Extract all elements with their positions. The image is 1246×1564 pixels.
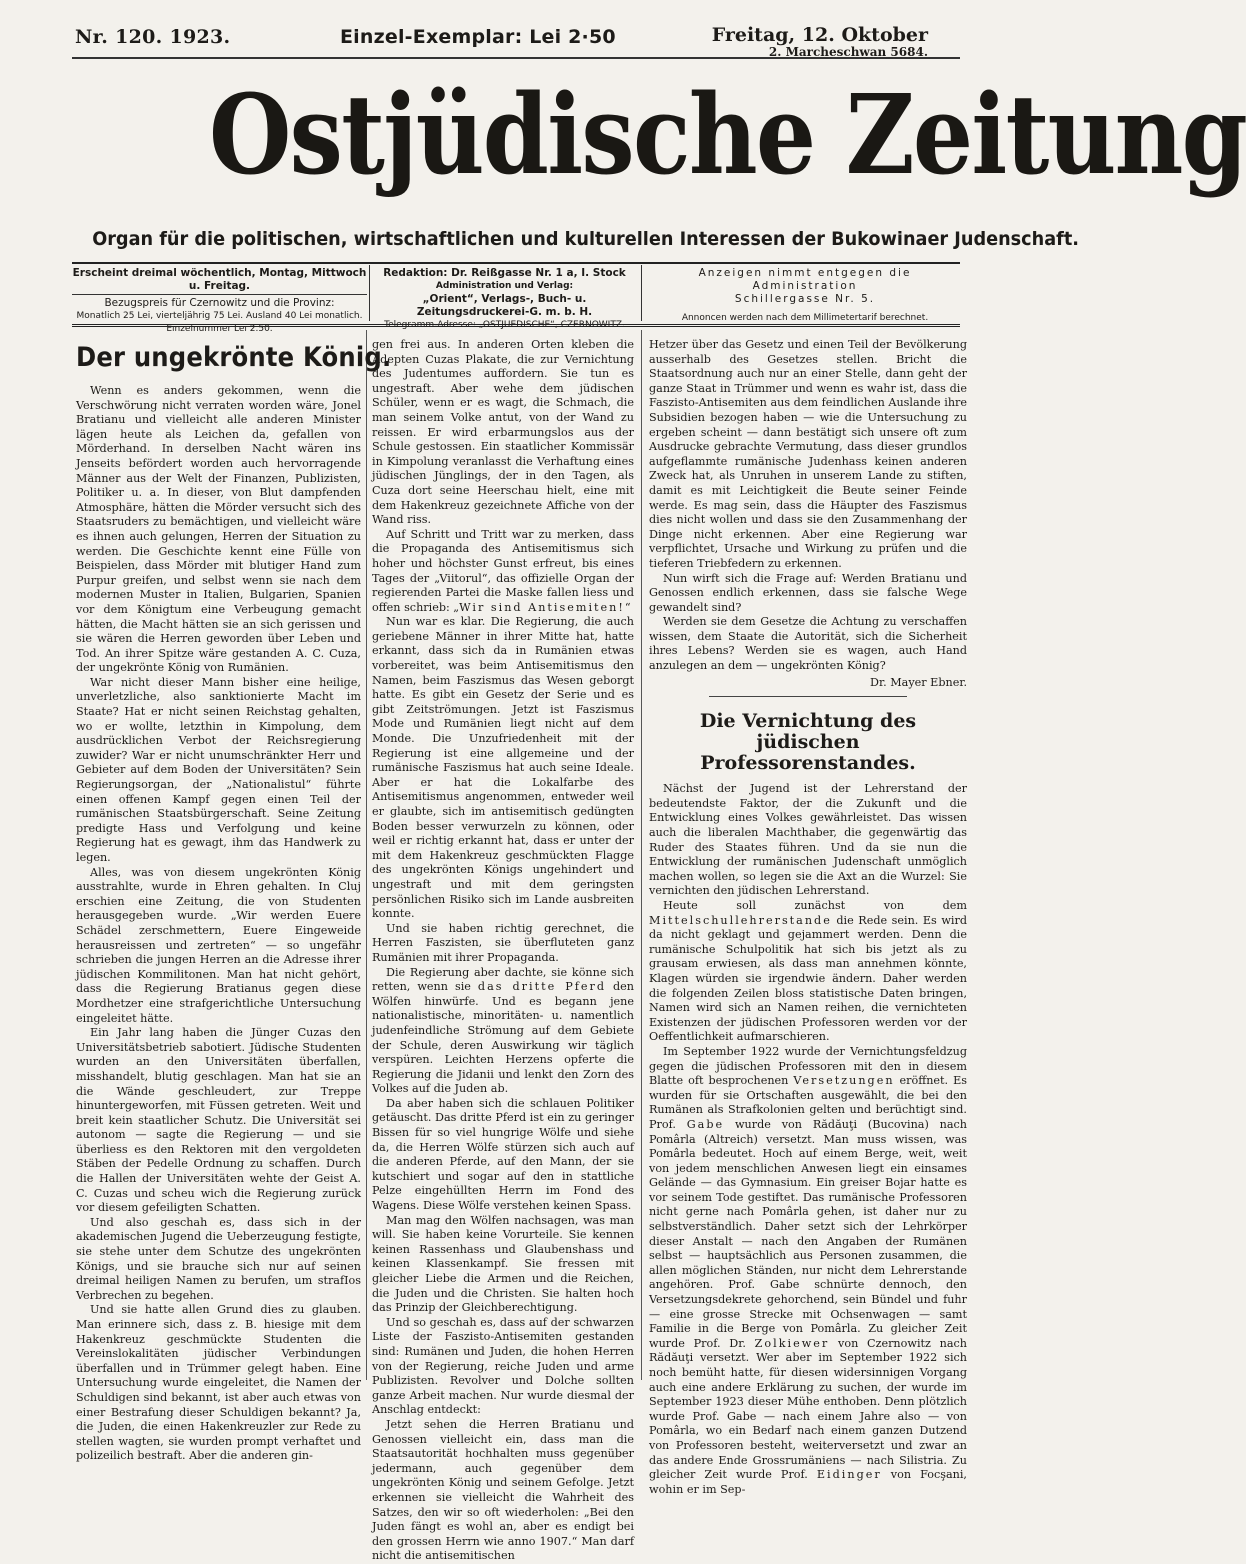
single-copy-price: Einzel-Exemplar: Lei 2·50 xyxy=(340,26,616,48)
paragraph: Die Regierung aber dachte, sie könne sich retten, wenn sie das dritte Pferd den Wölfen hinwürfe. Und es begann jene nationalistische, minoritäten- u. namentlich judenfeindliche Strömung auf dem Gebiete der Schule, deren Auswirkung wir täglich verspüren. Leichten Herzens opferte die Regierung die Jidanii und lenkt den Zorn des Volkes auf die Juden ab. xyxy=(372,965,635,1096)
masthead-title: Ostjüdische Zeitung xyxy=(209,70,1246,199)
paragraph: Man mag den Wölfen nachsagen, was man will. Sie haben keine Vorurteile. Sie kennen keinen Rassenhass und Glaubenshass und keinen Klassenkampf. Sie fressen mit gleicher Liebe die Armen und die Reichen, die Juden und die Christen. Sie halten hoch das Prinzip der Gleichberechtigung. xyxy=(372,1213,634,1315)
paragraph: Und sie haben richtig gerechnet, die Herren Faszisten, sie überfluteten ganz Rumänien mit ihrer Propaganda. xyxy=(372,921,634,964)
publication-schedule: Erscheint dreimal wöchentlich, Montag, Mittwoch u. Freitag. xyxy=(72,267,367,295)
paragraph: Werden sie dem Gesetze die Achtung zu verschaffen wissen, dem Staate die Autorität, sich die Sicherheit ihres Lebens? Werden sie es wagen, auch Hand anzulegen an dem — ungekrönten König? xyxy=(649,615,967,673)
spaced-emphasis: das dritte Pferd xyxy=(477,980,607,994)
paragraph: Und sie hatte allen Grund dies zu glauben. Man erinnere sich, dass z. B. hiesige mit dem Hakenkreuz geschmückte Studenten die Vereinslokalitäten jüdischer Verbindungen überfallen und in Trümmer gelegt haben. Eine Untersuchung wurde eingeleitet, die Namen der Schuldigen sind bekannt, ist aber auch etwas von einer Bestrafung dieser Schuldigen bekannt? Ja, die Juden, die einen Hakenkreuzler zur Rede zu stellen wagten, sie wurden prompt verhaftet und polizeilich bestraft. Aber die anderen gin- xyxy=(76,1303,361,1463)
telegram-address: Telegramm-Adresse: „OSTJUEDISCHE“, CZERNOWITZ. xyxy=(384,320,625,330)
info-divider xyxy=(369,265,370,321)
administration-label: Administration und Verlag: xyxy=(435,281,574,291)
info-box-advertising xyxy=(645,267,965,325)
issue-date xyxy=(712,24,928,59)
article-title: Die Vernichtung des jüdischen Professorenstandes. xyxy=(699,710,917,775)
article-title: Der ungekrönte König. xyxy=(76,342,392,373)
paragraph: Alles, was von diesem ungekrönten König ausstrahlte, wurde in Ehren gehalten. In Cluj erschien eine Zeitung, die von Studenten herausgegeben wurde. „Wir werden Euere Schädel zerschmettern, Euere Eingeweide herausreissen und zertreten“ — so ungefähr schrieben die jungen Herren an die Adresse ihrer jüdischen Kommilitonen. Man hat nicht gehört, dass die Regierung Bratianus gegen diese Mordhetzer eine strafgerichtliche Untersuchung eingeleitet hätte. xyxy=(76,865,361,1025)
date-gregorian: Freitag, 12. Oktober xyxy=(711,24,928,46)
publisher-name: „Orient“, Verlags-, Buch- u. Zeitungsdruckerei-G. m. b. H. xyxy=(416,293,593,318)
paragraph: Ein Jahr lang haben die Jünger Cuzas den Universitätsbetrieb sabotiert. Jüdische Studenten wurden an den Universitäten überfallen, misshandelt, blutig geschlagen. Man hat sie an die Wände geschleudert, zur Treppe hinuntergeworfen, mit Füssen getreten. Weit und breit kein staatlicher Schutz. Die Universität sei autonom — sagte die Regierung — und sie überliess es den Rektoren mit den vergoldeten Stäben der Pedelle Ordnung zu schaffen. Durch die Hallen der Universitäten wehte der Geist A. C. Cuzas und scheu wich die Regierung zurück vor diesem gefeiligten Schatten. xyxy=(76,1026,361,1215)
paragraph: Jetzt sehen die Herren Bratianu und Genossen vielleicht ein, dass man die Staatsautorität hochhalten muss gegenüber jedermann, auch gegenüber dem ungekrönten König und seinem Gefolge. Jetzt erkennen sie vielleicht die Wahrheit des Satzes, den wir so oft wiederholen: „Bei den Juden fängt es wohl an, aber es endigt bei den grossen Herrn wie anno 1907.“ Man darf nicht die antisemitischen xyxy=(372,1417,634,1563)
paragraph: Auf Schritt und Tritt war zu merken, dass die Propaganda des Antisemitismus sich hoher und höchster Gunst erfreut, bis eines Tages der „Viitorul“, das offizielle Organ der regierenden Partei die Maske fallen liess und offen schrieb: „Wir sind Antisemiten!“ xyxy=(372,527,634,614)
info-divider xyxy=(641,265,642,321)
date-hebrew: 2. Marcheschwan 5684. xyxy=(768,45,928,59)
top-rule xyxy=(72,57,960,59)
spaced-emphasis: Versetzungen xyxy=(793,1074,895,1088)
spaced-emphasis: Wir sind Antisemiten! xyxy=(459,600,625,614)
paragraph: Hetzer über das Gesetz und einen Teil der Bevölkerung ausserhalb des Gesetzes stellen. Bricht die Staatsordnung auch nur an einer Stelle, dann geht der ganze Staat in Trümmer und wenn es wahr ist, dass die Faszisto-Antisemiten aus dem feindlichen Auslande ihre Subsidien bezogen haben — wie die Untersuchung zu ergeben scheint — dann bestätigt sich unsere oft zum Ausdrucke gebrachte Vermutung, dass dieser grundlos aufgeflammte rumänische Judenhass keinen anderen Zweck hat, als Unruhen in unserem Lande zu stiften, damit es mit Leichtigkeit die Beute seiner Feinde werde. Es mag sein, dass die Häupter des Faszismus dies nicht wollen und dass sie den Zusammenhang der Dinge nicht erkennen. Aber eine Regierung war verpflichtet, Ursache und Wirkung zu prüfen und die tieferen Triebfedern zu erkennen. xyxy=(649,338,967,570)
column-3 xyxy=(649,338,967,1496)
article-separator xyxy=(709,696,907,697)
paragraph: War nicht dieser Mann bisher eine heilige, unverletzliche, also sanktionierte Macht im Staate? Hat er nicht seinen Reichstag gehalten, wo er wollte, letzthin in Kimpolung, dem ausdrücklichen Verbot der Reichsregierung zuwider? War er nicht unumschränkter Herr und Gebieter auf dem Boden der Universitäten? Sein Regierungsorgan, der „Nationalistul“ führte einen offenen Kampf gegen einen Teil der rumänischen Staatsbürgerschaft. Seine Zeitung predigte Hass und Verfolgung und keine Regierung hat es gewagt, ihm das Handwerk zu legen. xyxy=(76,675,361,864)
single-issue-price: Einzelnummer Lei 2.50. xyxy=(166,324,273,334)
subscription-prices: Monatlich 25 Lei, vierteljährig 75 Lei. Ausland 40 Lei monatlich. xyxy=(76,311,363,321)
paragraph: Da aber haben sich die schlauen Politiker getäuscht. Das dritte Pferd ist ein zu geringer Bissen für so viel hungrige Wölfe und siehe da, die Herren Wölfe stürzen sich auch auf die anderen Pferde, auf den Mann, der sie kutschiert und sogar auf den in stattliche Pelze eingehüllten Herrn im Fond des Wagens. Diese Wölfe verstehen keinen Spass. xyxy=(372,1096,634,1213)
paragraph: Und also geschah es, dass sich in der akademischen Jugend die Ueberzeugung festigte, sie stehe unter dem Schutze des ungekrönten Königs, und sie brauche sich nur auf seinen dreimal heiligen Namen zu berufen, um strafIos Verbrechen zu begehen. xyxy=(76,1215,361,1302)
column-2 xyxy=(372,338,635,1563)
author-signature: Dr. Mayer Ebner. xyxy=(870,675,967,689)
paragraph: Und so geschah es, dass auf der schwarzen Liste der Faszisto-Antisemiten gestanden sind: Rumänen und Juden, die hohen Herren von der Regierung, reiche Juden und arme Publizisten. Revolver und Dolche sollten ganze Arbeit machen. Nur wurde diesmal der Anschlag entdeckt: xyxy=(372,1315,634,1417)
issue-number: Nr. 120. 1923. xyxy=(75,26,231,48)
column-1 xyxy=(76,338,392,1463)
spaced-emphasis: Zolkiewer xyxy=(754,1336,830,1350)
paragraph: Im September 1922 wurde der Vernichtungsfeldzug gegen die jüdischen Professoren mit den in diesem Blatte oft besprochenen Versetzungen eröffnet. Es wurden für sie Ortschaften ausgewählt, die bei den Rumänen als Strafkolonien gelten und berüchtigt sind. Prof. Gabe wurde von Rădăuţi (Bucovina) nach Pomârla (Altreich) versetzt. Man muss wissen, was Pomârla bedeutet. Hoch auf einem Berge, weit, weit von jedem menschlichen Anwesen liegt ein einsames Gelände — das Gymnasium. Ein greiser Bojar hatte es vor seinem Tode gestiftet. Das rumänische Professoren nicht gerne nach Pomârla gehen, ist daher nur zu selbstverständlich. Daher setzt sich der Lehrkörper dieser Anstalt — nach den Angaben der Rumänen selbst — hauptsächlich aus Personen zusammen, die allen möglichen Ständen, nur nicht dem Lehrerstande angehören. Prof. Gabe schnürte dennoch, den Versetzungsdekrete gehorchend, sein Bündel und fuhr — eine grosse Strecke mit Ochsenwagen — samt Familie in die Berge von Pomârla. Zu gleicher Zeit wurde Prof. Dr. Zolkiewer von Czernowitz nach Rădăuţi versetzt. Wer aber im September 1922 sich noch bemüht hatte, für diesen widersinnigen Vorgang auch eine andere Erklärung zu suchen, der wurde im September 1923 dieser Mühe enthoben. Denn plötzlich wurde Prof. Gabe — nach einem Jahre also — von Pomârla, wo ein Bedarf nach einem ganzen Dutzend von Professoren besteht, weiterversetzt und zwar an das andere Ende Grossrumäniens — nach Silistria. Zu gleicher Zeit wurde Prof. Eidinger von Focşani, wohin er im Sep- xyxy=(649,1044,967,1496)
paragraph: gen frei aus. In anderen Orten kleben die Adepten Cuzas Plakate, die zur Vernichtung des Judentumes auffordern. Sie tun es ungestraft. Aber wehe dem jüdischen Schüler, wenn er es wagt, die Schmach, die man seinem Volke antut, von der Wand zu reissen. Er wird erbarmungslos aus der Schule gestossen. Ein staatlicher Kommissär in Kimpolung veranlasst die Verhaftung eines jüdischen Jünglings, der in den Tagen, als Cuza dort seine Heerschau hielt, eine mit dem Hakenkreuz gezeichnete Affiche von der Wand riss. xyxy=(372,338,634,527)
paragraph: Wenn es anders gekommen, wenn die Verschwörung nicht verraten worden wäre, Jonel Bratianu und vielleicht alle anderen Minister lägen heute als Leichen da, gefallen von Mörderhand. In derselben Nacht wären ins Jenseits befördert worden auch hervorragende Männer aus der Welt der Finanzen, Publizisten, Politiker u. a. In dieser, von Blut dampfenden Atmosphäre, hätten die Mörder versucht sich des Staatsruders zu bemächtigen, und vielleicht wäre es ihnen auch gelungen, Herren der Situation zu werden. Die Geschichte kennt eine Fülle von Beispielen, dass Mörder mit blutiger Hand zum Purpur greifen, und selbst wenn sie nach dem modernen Muster in Italien, Bulgarien, Spanien vor dem Königtum eine Verbeugung gemacht hätten, die Macht hätten sie an sich gerissen und sie wären die Herren geworden über Leben und Tod. An ihrer Spitze wäre gestanden A. C. Cuza, der ungekrönte König von Rumänien. xyxy=(76,384,361,675)
column-divider xyxy=(366,330,367,1380)
info-box-editorial xyxy=(372,267,637,332)
editorial-address: Redaktion: Dr. Reißgasse Nr. 1 a, I. Stock xyxy=(383,267,626,279)
masthead-subtitle: Organ für die politischen, wirtschaftlichen und kulturellen Interessen der Bukowinaer Judenschaft. xyxy=(92,228,1080,250)
advertising-note: Anzeigen nimmt entgegen die Administration xyxy=(698,267,912,292)
spaced-emphasis: Eidinger xyxy=(816,1468,882,1482)
price-heading: Bezugspreis für Czernowitz und die Provinz: xyxy=(104,297,335,309)
spaced-emphasis: Mittelschullehrerstande xyxy=(649,913,832,927)
column-divider xyxy=(641,330,642,1380)
paragraph: Heute soll zunächst von dem Mittelschullehrerstande die Rede sein. Es wird da nicht geklagt und gejammert werden. Denn die rumänische Schulpolitik hat sich bis jetzt als zu grausam erwiesen, als dass man annehmen könnte, Klagen würden sie irgendwie ändern. Daher werden die folgenden Zeilen bloss statistische Daten bringen, Namen wird sich an Namen reihen, die vernichteten Existenzen der jüdischen Professoren werden vor der Oeffentlichkeit aufmarschieren. xyxy=(649,899,967,1044)
info-bottom-rule xyxy=(72,324,960,329)
paragraph: Nun war es klar. Die Regierung, die auch geriebene Männer in ihrer Mitte hat, hatte erkannt, dass sich da in Rumänien etwas vorbereitet, was beim Antisemitismus den Namen, beim Faszismus das Wesen geborgt hatte. Es gibt ein Gesetz der Serie und es gibt Zeitströmungen. Jetzt ist Faszismus Mode und Rumänien liegt nicht auf dem Monde. Die Unzufriedenheit mit der Regierung ist eine allgemeine und der rumänische Faszismus hat auch seine Ideale. Aber er hat die Lokalfarbe des Antisemitismus angenommen, entweder weil er glaubte, sich im antisemitisch gedüngten Boden besser verwurzeln zu können, oder weil er richtig erkannt hat, dass er unter der mit dem Hakenkreuz geschmückten Flagge des ungekrönten Königs ungehindert und ungestraft und mit dem geringsten persönlichen Risiko sich im Lande ausbreiten konnte. xyxy=(372,615,634,921)
advertising-tariff: Annoncen werden nach dem Millimetertarif berechnet. xyxy=(681,313,929,323)
advertising-address: Schillergasse Nr. 5. xyxy=(734,293,876,305)
paragraph: Nun wirft sich die Frage auf: Werden Bratianu und Genossen endlich erkennen, dass sie falsche Wege gewandelt sind? xyxy=(649,571,967,614)
paragraph: Nächst der Jugend ist der Lehrerstand der bedeutendste Faktor, der die Zukunft und die Entwicklung eines Volkes gewährleistet. Das wissen auch die liberalen Machthaber, die gegenwärtig das Ruder des Staates führen. Und da sie nun die Entwicklung der rumänischen Judenschaft unmöglich machen wollen, so legen sie die Axt an die Wurzel: Sie vernichten den jüdischen Lehrerstand. xyxy=(649,782,967,898)
header-rule xyxy=(72,262,960,264)
spaced-emphasis: Gabe xyxy=(686,1117,725,1131)
